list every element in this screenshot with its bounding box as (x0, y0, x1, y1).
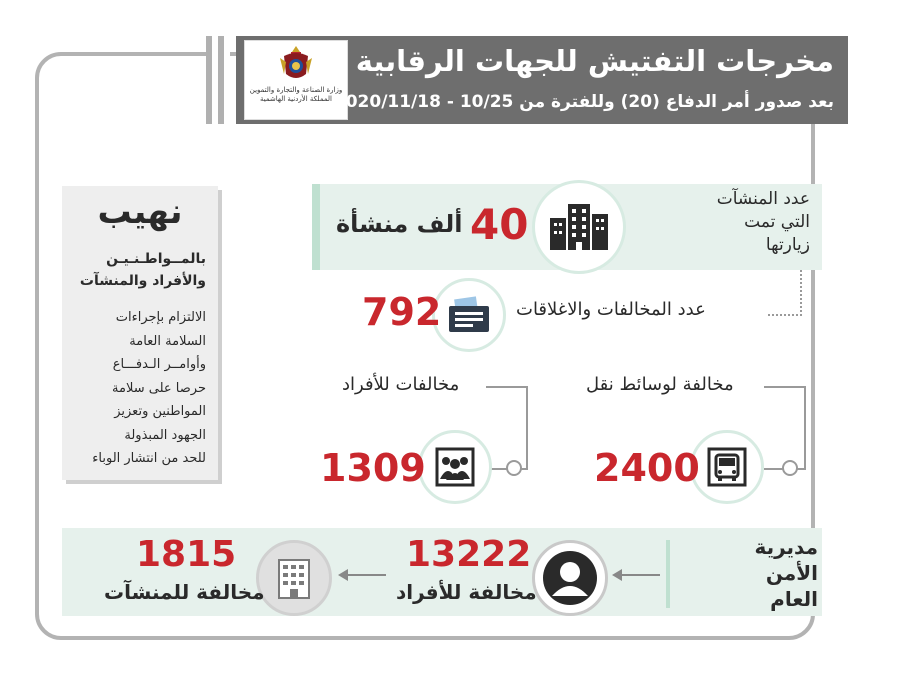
person-avatar-icon (542, 550, 598, 606)
violations-label: عدد المخالفات والاغلاقات (516, 299, 706, 320)
facilities-unit: ألف منشأة (336, 210, 463, 238)
page-subtitle: بعد صدور أمر الدفاع (20) وللفترة من 10/25 - 2020/11/18 (333, 92, 834, 112)
individuals-circle (418, 430, 492, 504)
page-title: مخرجات التفتيش للجهات الرقابية (355, 44, 834, 78)
header-stripes (206, 36, 230, 124)
document-icon (445, 296, 493, 334)
facilities-circle (532, 180, 626, 274)
sidebar-body: الالتزام بإجراءات السلامة العامة وأوامــر الـدفـــاع حرصا على سلامة المواطنين وتعزيز الجهود المبذولة للحد من انتشار الوباء (92, 310, 206, 466)
facilities-band-edge (312, 184, 320, 270)
building-icon (548, 202, 610, 252)
security-label: مديرية الأمن العام (754, 535, 818, 611)
transport-circle (690, 430, 764, 504)
security-band-divider (666, 540, 670, 608)
ministry-name: وزارة الصناعة والتجارة والتموين المملكة الأردنية الهاشمية (249, 86, 343, 103)
violations-circle (432, 278, 506, 352)
connector-dotted (768, 270, 802, 316)
group-people-icon (434, 446, 476, 488)
transport-connector (764, 386, 806, 470)
individuals-label: مخالفات للأفراد (342, 374, 460, 395)
security-arrow-2 (346, 574, 386, 576)
transport-connector-tail (782, 460, 798, 476)
security-facilities-value: 1815 (136, 534, 237, 575)
individuals-connector (486, 386, 528, 470)
individuals-value: 1309 (320, 446, 426, 490)
security-individuals-label: مخالفة للأفراد (396, 580, 537, 604)
office-building-icon (273, 556, 315, 600)
facilities-number: 40 (470, 200, 529, 249)
facility-circle (256, 540, 332, 616)
transport-value: 2400 (594, 446, 700, 490)
crest-icon (278, 44, 314, 84)
security-arrow-1 (620, 574, 660, 576)
security-individuals-value: 13222 (406, 534, 532, 575)
person-circle (532, 540, 608, 616)
security-facilities-label: مخالفة للمنشآت (104, 580, 265, 604)
facilities-label: عدد المنشآت التي تمت زيارتها (716, 189, 810, 255)
individuals-connector-tail (506, 460, 522, 476)
violations-value: 792 (362, 290, 442, 334)
sidebar-title: نهيب (97, 192, 183, 232)
transport-label: مخالفة لوسائط نقل (586, 374, 734, 395)
sidebar-subtitle: بالمــواطـنـيـن والأفراد والمنشآت (79, 251, 206, 289)
bus-icon (706, 446, 748, 488)
